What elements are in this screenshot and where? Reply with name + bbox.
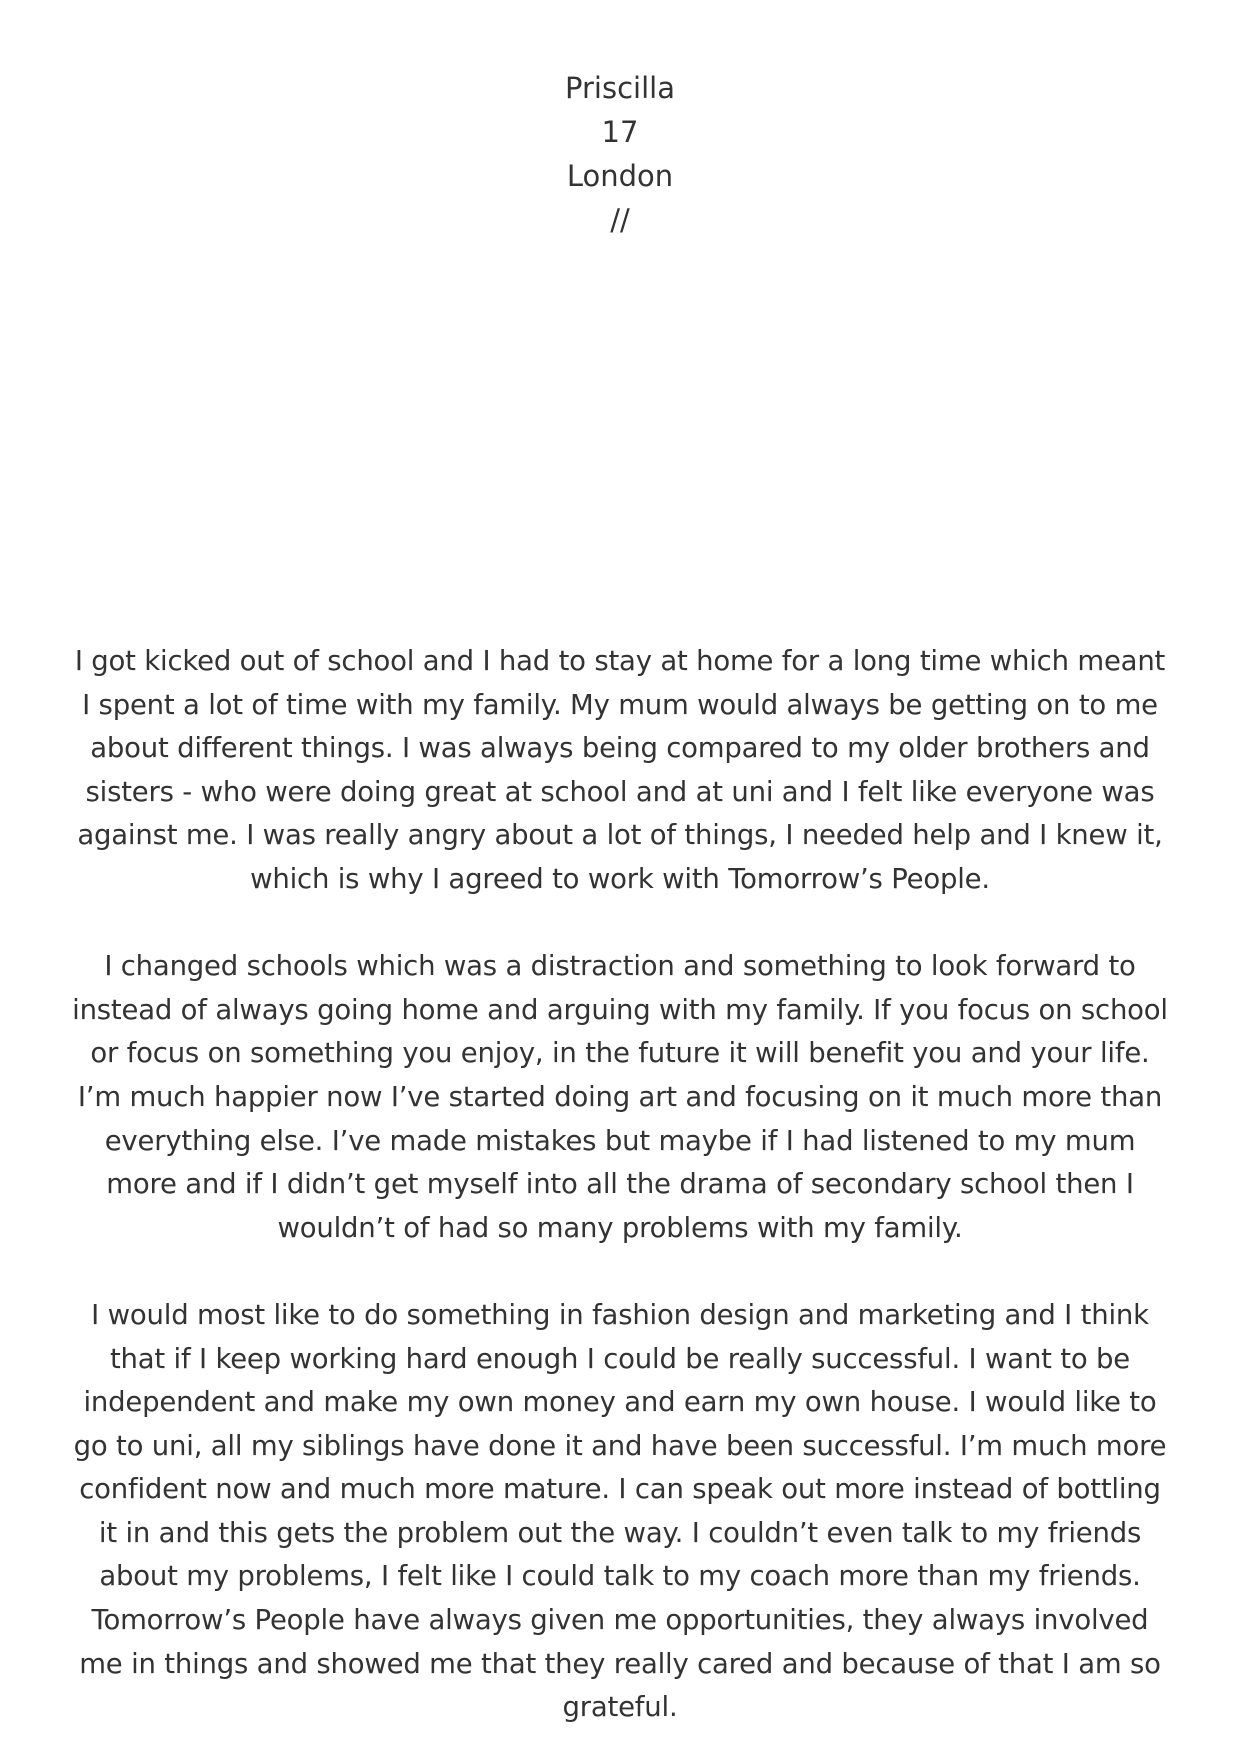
profile-header xyxy=(0,66,1240,242)
person-city: London xyxy=(566,159,674,193)
header-divider: // xyxy=(610,203,630,237)
paragraph-3: I would most like to do something in fashion design and marketing and I think that if I keep working hard enough I could be really successful. I want to be independent and make my own money and earn my own house. I would like to go to uni, all my siblings have done it and have been successful. I’m much more confident now and much more mature. I can speak out more instead of bottling it in and this gets the problem out the way. I couldn’t even talk to my friends about my problems, I felt like I could talk to my coach more than my friends. Tomorrow’s People have always given me opportunities, they always involved me in things and showed me that they really cared and because of that I am so grateful. xyxy=(73,1298,1167,1724)
paragraph-1: I got kicked out of school and I had to stay at home for a long time which meant I spent a lot of time with my family. My mum would always be getting on to me about different things. I was always being compared to my older brothers and sisters - who were doing great at school and at uni and I felt like everyone was against me. I was really angry about a lot of things, I needed help and I knew it, which is why I agreed to work with Tomorrow’s People. xyxy=(74,645,1166,895)
person-age: 17 xyxy=(601,115,639,149)
testimonial-body xyxy=(70,640,1170,1730)
paragraph-2: I changed schools which was a distraction and something to look forward to instead of always going home and arguing with my family. If you focus on school or focus on something you enjoy, in the future it will benefit you and your life. I’m much happier now I’ve started doing art and focusing on it much more than everything else. I’ve made mistakes but maybe if I had listened to my mum more and if I didn’t get myself into all the drama of secondary school then I wouldn’t of had so many problems with my family. xyxy=(72,950,1168,1244)
person-name: Priscilla xyxy=(565,71,675,105)
